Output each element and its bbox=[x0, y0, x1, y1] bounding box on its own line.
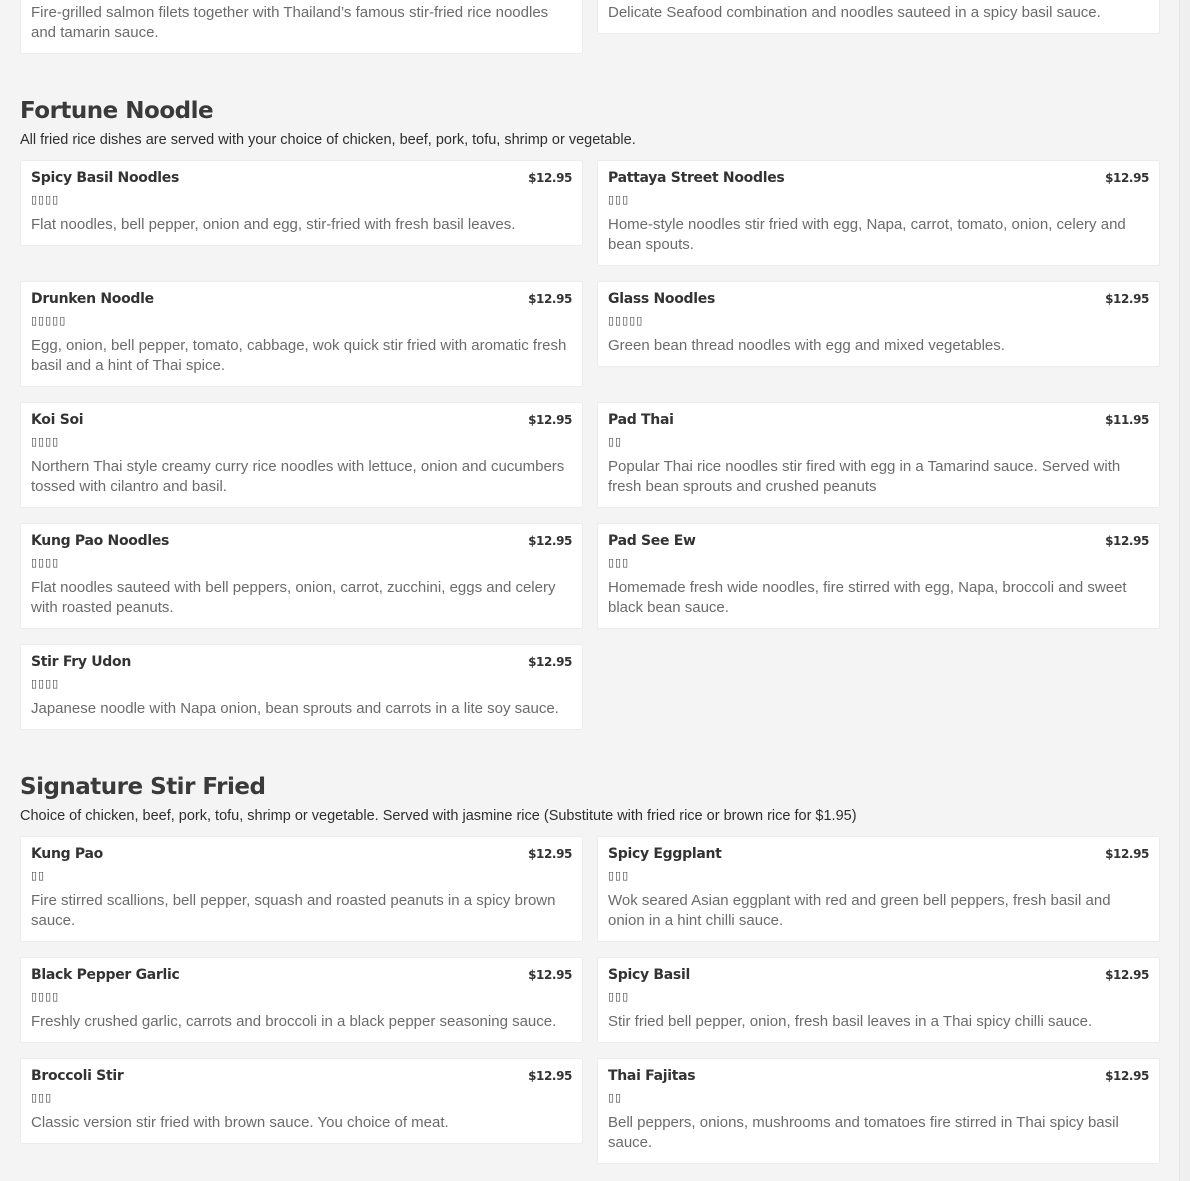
menu-item-card[interactable] bbox=[597, 957, 1160, 1043]
spice-level-icons: ▯▯ bbox=[608, 435, 623, 448]
menu-item-card[interactable] bbox=[20, 1058, 583, 1144]
menu-item-header bbox=[608, 533, 1149, 553]
menu-item-header bbox=[31, 967, 572, 987]
menu-item-header bbox=[608, 170, 1149, 190]
section-title: Fortune Noodle bbox=[20, 98, 214, 124]
section-spacer bbox=[0, 54, 1180, 96]
menu-item-description: Northern Thai style creamy curry rice noodles with lettuce, onion and cucumbers tossed with cilantro and basil. bbox=[31, 458, 565, 495]
menu-item-description: Freshly crushed garlic, carrots and broccoli in a black pepper seasoning sauce. bbox=[31, 1013, 557, 1030]
menu-item-description: Japanese noodle with Napa onion, bean sprouts and carrots in a lite soy sauce. bbox=[31, 700, 559, 717]
menu-item-price: $12.95 bbox=[1105, 534, 1149, 548]
menu-items-grid bbox=[20, 160, 1160, 730]
menu-item-card[interactable] bbox=[20, 402, 583, 508]
menu-item-description: Stir fried bell pepper, onion, fresh basil leaves in a Thai spicy chilli sauce. bbox=[608, 1013, 1093, 1030]
menu-item-description: Wok seared Asian eggplant with red and green bell peppers, fresh basil and onion in a hint chilli sauce. bbox=[608, 892, 1111, 929]
menu-item-description: Flat noodles, bell pepper, onion and egg, stir-fried with fresh basil leaves. bbox=[31, 216, 516, 233]
menu-item-price: $12.95 bbox=[1105, 171, 1149, 185]
section-signature-stir-fried bbox=[0, 772, 1180, 1164]
spice-level-icons: ▯▯▯ bbox=[31, 1091, 53, 1104]
menu-item-card[interactable] bbox=[597, 402, 1160, 508]
spice-level-icons: ▯▯ bbox=[31, 869, 46, 882]
section-description: Choice of chicken, beef, pork, tofu, shrimp or vegetable. Served with jasmine rice (Substitute with fried rice or brown rice for $1.95) bbox=[20, 808, 857, 824]
menu-item-name: Black Pepper Garlic bbox=[31, 967, 180, 983]
menu-item-card[interactable] bbox=[597, 281, 1160, 367]
menu-item-price: $12.95 bbox=[1105, 1069, 1149, 1083]
menu-item-price: $12.95 bbox=[528, 1069, 572, 1083]
menu-item-header bbox=[31, 291, 572, 311]
menu-item-card[interactable] bbox=[20, 836, 583, 942]
menu-item-description: Delicate Seafood combination and noodles sauteed in a spicy basil sauce. bbox=[608, 4, 1101, 21]
menu-item-description: Flat noodles sauteed with bell peppers, onion, carrot, zucchini, eggs and celery with roasted peanuts. bbox=[31, 579, 556, 616]
previous-section-grid bbox=[20, 0, 1160, 54]
menu-item-price: $12.95 bbox=[528, 655, 572, 669]
menu-item-card[interactable] bbox=[20, 281, 583, 387]
menu-item-card[interactable] bbox=[20, 523, 583, 629]
spice-level-icons: ▯▯▯ bbox=[608, 193, 630, 206]
menu-item-price: $12.95 bbox=[528, 292, 572, 306]
menu-item-header bbox=[31, 846, 572, 866]
spice-level-icons bbox=[608, 0, 1149, 1]
menu-item-header bbox=[608, 291, 1149, 311]
menu-item-name: Pad Thai bbox=[608, 412, 674, 428]
menu-item-card[interactable] bbox=[597, 160, 1160, 266]
spice-level-icons: ▯▯▯▯ bbox=[31, 435, 60, 448]
spice-level-icons: ▯▯▯▯▯ bbox=[31, 314, 67, 327]
menu-item-price: $12.95 bbox=[528, 413, 572, 427]
menu-item-header bbox=[608, 846, 1149, 866]
section-spacer bbox=[0, 730, 1180, 772]
menu-item-description: Green bean thread noodles with egg and mixed vegetables. bbox=[608, 337, 1005, 354]
menu-item-card[interactable] bbox=[20, 957, 583, 1043]
menu-item-name: Spicy Eggplant bbox=[608, 846, 722, 862]
menu-item-name: Pad See Ew bbox=[608, 533, 696, 549]
menu-item-description: Homemade fresh wide noodles, fire stirred with egg, Napa, broccoli and sweet black bean sauce. bbox=[608, 579, 1127, 616]
menu-item-name: Thai Fajitas bbox=[608, 1068, 696, 1084]
spice-level-icons: ▯▯▯▯ bbox=[31, 556, 60, 569]
menu-item-card[interactable] bbox=[20, 0, 583, 54]
menu-item-card[interactable] bbox=[597, 523, 1160, 629]
menu-item-price: $11.95 bbox=[1105, 413, 1149, 427]
section-description: All fried rice dishes are served with your choice of chicken, beef, pork, tofu, shrimp or vegetable. bbox=[20, 132, 636, 148]
menu-item-name: Koi Soi bbox=[31, 412, 84, 428]
menu-item-header bbox=[608, 1068, 1149, 1088]
menu-item-description: Classic version stir fried with brown sauce. You choice of meat. bbox=[31, 1114, 449, 1131]
menu-item-header bbox=[608, 967, 1149, 987]
menu-item-description: Bell peppers, onions, mushrooms and tomatoes fire stirred in Thai spicy basil sauce. bbox=[608, 1114, 1119, 1151]
menu-item-card[interactable] bbox=[597, 836, 1160, 942]
spice-level-icons: ▯▯▯ bbox=[608, 990, 630, 1003]
menu-item-price: $12.95 bbox=[528, 534, 572, 548]
menu-item-name: Drunken Noodle bbox=[31, 291, 154, 307]
menu-item-card[interactable] bbox=[597, 0, 1160, 34]
section-title: Signature Stir Fried bbox=[20, 774, 266, 800]
menu-item-name: Spicy Basil Noodles bbox=[31, 170, 180, 186]
menu-item-name: Kung Pao bbox=[31, 846, 103, 862]
menu-item-description: Egg, onion, bell pepper, tomato, cabbage, wok quick stir fried with aromatic fresh basil and a hint of Thai spice. bbox=[31, 337, 567, 374]
menu-item-price: $12.95 bbox=[528, 968, 572, 982]
spice-level-icons: ▯▯▯▯▯ bbox=[608, 314, 644, 327]
menu-item-price: $12.95 bbox=[528, 171, 572, 185]
spice-level-icons: ▯▯ bbox=[608, 1091, 623, 1104]
spice-level-icons: ▯▯▯▯ bbox=[31, 990, 60, 1003]
menu-item-name: Pattaya Street Noodles bbox=[608, 170, 785, 186]
spice-level-icons bbox=[31, 0, 572, 1]
menu-item-name: Glass Noodles bbox=[608, 291, 715, 307]
menu-item-header bbox=[31, 170, 572, 190]
menu-item-description: Fire-grilled salmon filets together with Thailand’s famous stir-fried rice noodles and tamarin sauce. bbox=[31, 4, 549, 41]
menu-item-name: Kung Pao Noodles bbox=[31, 533, 170, 549]
menu-item-name: Broccoli Stir bbox=[31, 1068, 124, 1084]
menu-item-price: $12.95 bbox=[528, 847, 572, 861]
spice-level-icons: ▯▯▯ bbox=[608, 869, 630, 882]
menu-item-price: $12.95 bbox=[1105, 292, 1149, 306]
page-scrollbar[interactable] bbox=[1179, 0, 1190, 1181]
menu-item-header bbox=[31, 1068, 572, 1088]
menu-item-header bbox=[31, 412, 572, 432]
menu-item-price: $12.95 bbox=[1105, 847, 1149, 861]
menu-item-name: Spicy Basil bbox=[608, 967, 690, 983]
section-fortune-noodle bbox=[0, 96, 1180, 730]
previous-section bbox=[0, 0, 1180, 54]
menu-item-header bbox=[608, 412, 1149, 432]
menu-item-description: Home-style noodles stir fried with egg, Napa, carrot, tomato, onion, celery and bean spouts. bbox=[608, 216, 1126, 253]
menu-item-price: $12.95 bbox=[1105, 968, 1149, 982]
menu-item-card[interactable] bbox=[597, 1058, 1160, 1164]
menu-item-description: Fire stirred scallions, bell pepper, squash and roasted peanuts in a spicy brown sauce. bbox=[31, 892, 556, 929]
menu-item-header bbox=[31, 533, 572, 553]
menu-item-description: Popular Thai rice noodles stir fired with egg in a Tamarind sauce. Served with fresh bean sprouts and crushed peanuts bbox=[608, 458, 1121, 495]
menu-item-card[interactable] bbox=[20, 644, 583, 730]
menu-items-grid bbox=[20, 836, 1160, 1164]
spice-level-icons: ▯▯▯ bbox=[608, 556, 630, 569]
menu-item-card[interactable] bbox=[20, 160, 583, 246]
menu-item-header bbox=[31, 654, 572, 674]
menu-item-name: Stir Fry Udon bbox=[31, 654, 131, 670]
spice-level-icons: ▯▯▯▯ bbox=[31, 193, 60, 206]
spice-level-icons: ▯▯▯▯ bbox=[31, 677, 60, 690]
